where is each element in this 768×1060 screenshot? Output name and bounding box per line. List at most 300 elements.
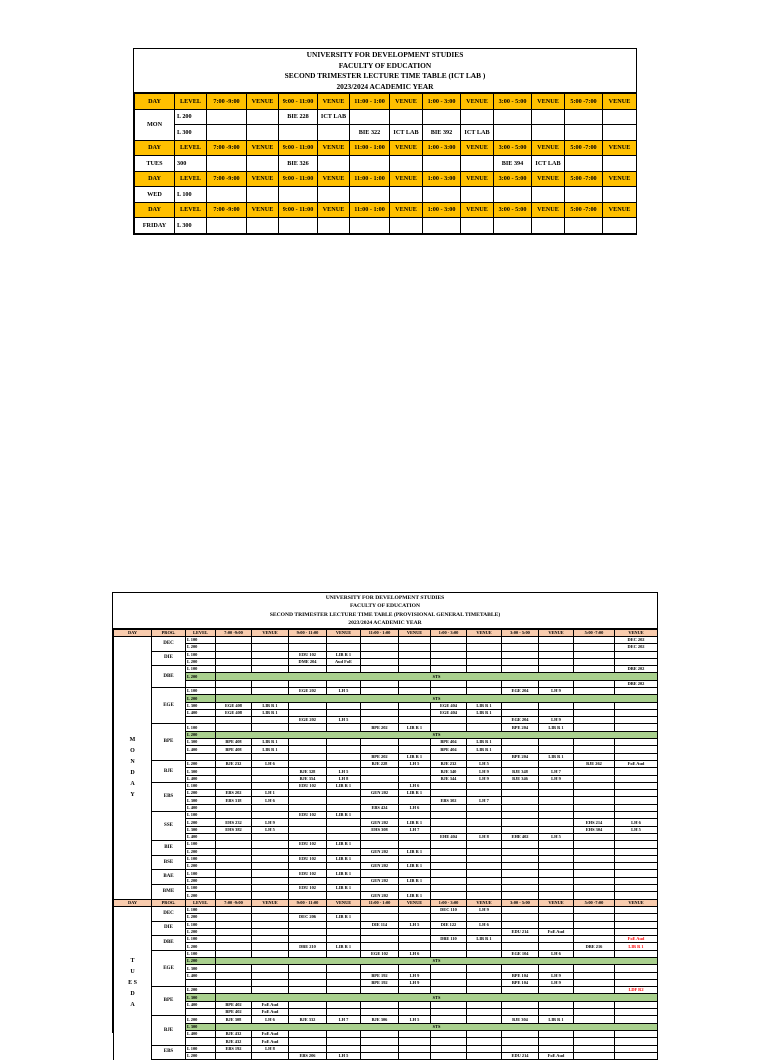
table-cell: [423, 218, 461, 234]
table-cell: [361, 841, 399, 848]
header-cell: VENUE: [390, 94, 423, 110]
table-cell: [399, 965, 431, 972]
table-cell: [574, 753, 615, 760]
table-cell: [502, 855, 539, 862]
table-cell: [539, 863, 574, 870]
table-cell: [289, 644, 327, 651]
table-cell: BJE 232: [431, 760, 467, 767]
header-cell: 9:00 - 11:00: [279, 171, 318, 187]
table-cell: [502, 1045, 539, 1052]
table-cell: [252, 688, 289, 695]
table-cell: LIB R 1: [327, 841, 361, 848]
table-cell: EHE 402: [502, 833, 539, 840]
sts-band: STS: [216, 673, 658, 680]
table-row: [114, 863, 658, 870]
header-cell: LEVEL: [186, 629, 216, 636]
table-cell: [252, 782, 289, 789]
table-cell: LIB R 1: [252, 739, 289, 746]
level-cell: L 200: [186, 1052, 216, 1059]
table-cell: LIB R 1: [399, 753, 431, 760]
header-cell: 7:00 -9:00: [207, 171, 247, 187]
table-cell: [216, 753, 252, 760]
table-cell: [350, 187, 390, 203]
header-cell: VENUE: [467, 899, 502, 906]
table-cell: [574, 833, 615, 840]
table-cell: [216, 688, 252, 695]
table-cell: BJE 432: [216, 1030, 252, 1037]
header-cell: DAY: [135, 202, 175, 218]
table-cell: EDU 102: [289, 651, 327, 658]
table-cell: DBE 202: [615, 680, 658, 687]
table-cell: [361, 855, 399, 862]
table-cell: [289, 819, 327, 826]
table-cell: [252, 804, 289, 811]
header-cell: VENUE: [399, 899, 431, 906]
table-cell: [279, 187, 318, 203]
table-cell: EDU 102: [289, 812, 327, 819]
table-cell: [399, 1030, 431, 1037]
table-row: [114, 870, 658, 877]
table-cell: ICT LAB: [461, 125, 494, 141]
level-cell: L 200: [186, 943, 216, 950]
table-cell: LH 5: [327, 717, 361, 724]
table-cell: [216, 979, 252, 986]
table-cell: [502, 746, 539, 753]
table-cell: [289, 950, 327, 957]
table-cell: BPE 404: [431, 739, 467, 746]
table-cell: BPE 204: [502, 753, 539, 760]
table-cell: [361, 906, 399, 913]
table-cell: GEN 202: [361, 863, 399, 870]
table-cell: [615, 804, 658, 811]
header-cell: VENUE: [247, 202, 279, 218]
table-cell: [431, 1038, 467, 1045]
level-cell: L 100: [186, 782, 216, 789]
table-cell: WED: [135, 187, 175, 203]
table-cell: [539, 892, 574, 899]
table-cell: [467, 885, 502, 892]
table-cell: [615, 1045, 658, 1052]
table-cell: [615, 724, 658, 731]
table-cell: [467, 1001, 502, 1008]
table-cell: [216, 644, 252, 651]
table-cell: BPE 192: [361, 972, 399, 979]
table-cell: [467, 863, 502, 870]
sts-band: STS: [216, 695, 658, 702]
table-cell: [252, 928, 289, 935]
table-cell: [399, 768, 431, 775]
table-cell: [216, 680, 252, 687]
table-cell: [361, 658, 399, 665]
table-cell: [431, 1045, 467, 1052]
table-cell: [565, 109, 603, 125]
level-cell: L 400: [186, 804, 216, 811]
table-cell: [431, 979, 467, 986]
table-cell: [467, 892, 502, 899]
table-cell: DME 204: [289, 658, 327, 665]
table-row: [114, 965, 658, 972]
header-cell: 7:00 -9:00: [207, 140, 247, 156]
table-cell: [502, 739, 539, 746]
table-cell: LIB R 1: [252, 746, 289, 753]
table-cell: [399, 709, 431, 716]
table-cell: LH 5: [327, 688, 361, 695]
table-cell: [574, 906, 615, 913]
header-cell: VENUE: [615, 899, 658, 906]
table-cell: [252, 987, 289, 994]
table-cell: [350, 109, 390, 125]
table-row: [114, 950, 658, 957]
table-cell: [252, 1052, 289, 1059]
header-cell: 11:00 - 1:00: [361, 899, 399, 906]
prog-cell: EBS: [152, 1045, 186, 1060]
table-cell: DEC 206: [289, 914, 327, 921]
table-cell: [461, 109, 494, 125]
table-cell: [423, 187, 461, 203]
table-cell: [327, 739, 361, 746]
day-letters: M O N D A Y: [114, 636, 152, 899]
table-cell: [327, 833, 361, 840]
table-cell: [467, 950, 502, 957]
table-cell: [431, 651, 467, 658]
table-cell: [216, 855, 252, 862]
prog-cell: DBE: [152, 666, 186, 688]
header-cell: LEVEL: [175, 94, 207, 110]
header-cell: 11:00 - 1:00: [350, 202, 390, 218]
level-cell: L 300: [186, 1023, 216, 1030]
table-cell: [289, 906, 327, 913]
level-cell: L 100: [186, 724, 216, 731]
table-cell: [318, 187, 350, 203]
table-cell: [327, 979, 361, 986]
table-cell: [615, 965, 658, 972]
table-cell: [216, 658, 252, 665]
table-cell: [502, 1030, 539, 1037]
table-cell: [615, 877, 658, 884]
table-cell: [252, 753, 289, 760]
table-cell: EHS 382: [216, 826, 252, 833]
table-cell: LH 6: [252, 797, 289, 804]
table-cell: [289, 739, 327, 746]
table-cell: [327, 804, 361, 811]
table-row: [114, 885, 658, 892]
table-cell: [574, 1052, 615, 1059]
level-cell: L 400: [186, 709, 216, 716]
prog-cell: DIE: [152, 651, 186, 666]
table-row: [114, 812, 658, 819]
level-cell: L 100: [186, 885, 216, 892]
level-cell: L 200: [186, 848, 216, 855]
table-cell: TUES: [135, 156, 175, 172]
table-cell: [574, 644, 615, 651]
table-cell: [615, 797, 658, 804]
table-cell: ICT LAB: [532, 156, 565, 172]
header-cell: VENUE: [318, 94, 350, 110]
table-cell: [399, 855, 431, 862]
table-cell: ICT LAB: [390, 125, 423, 141]
header-cell: VENUE: [318, 171, 350, 187]
table-cell: [539, 812, 574, 819]
prog-cell: EGE: [152, 950, 186, 986]
table-cell: [361, 1001, 399, 1008]
table-cell: [431, 914, 467, 921]
header-cell: 11:00 - 1:00: [350, 140, 390, 156]
table-cell: [502, 1038, 539, 1045]
table-cell: [615, 906, 658, 913]
table-cell: [502, 636, 539, 643]
header-row: [135, 140, 637, 156]
table-cell: LIB R 1: [327, 885, 361, 892]
table-cell: [327, 987, 361, 994]
table-cell: [390, 109, 423, 125]
header-cell: VENUE: [603, 140, 637, 156]
header-cell: VENUE: [247, 171, 279, 187]
table-cell: [289, 760, 327, 767]
table-cell: [467, 1052, 502, 1059]
header-cell: VENUE: [247, 94, 279, 110]
table-cell: [252, 658, 289, 665]
table-cell: [399, 1009, 431, 1016]
table-cell: [574, 739, 615, 746]
table-cell: [502, 658, 539, 665]
table-cell: [467, 972, 502, 979]
table-row: [114, 921, 658, 928]
table-cell: [399, 658, 431, 665]
table-cell: [327, 746, 361, 753]
table-cell: LH 5: [399, 760, 431, 767]
header-cell: DAY: [114, 629, 152, 636]
table-cell: [603, 156, 637, 172]
table-row: [114, 1052, 658, 1059]
table-cell: [289, 680, 327, 687]
table-cell: LIB R 1: [399, 848, 431, 855]
table-cell: [502, 885, 539, 892]
header-cell: 5:00 -7:00: [574, 899, 615, 906]
table-cell: [216, 804, 252, 811]
table-row: [114, 1038, 658, 1045]
level-cell: L 200: [186, 987, 216, 994]
table-cell: [502, 863, 539, 870]
table-cell: [502, 790, 539, 797]
table-cell: [615, 651, 658, 658]
table-cell: [252, 636, 289, 643]
table-cell: [615, 950, 658, 957]
table-cell: [252, 870, 289, 877]
table-cell: [289, 724, 327, 731]
table-cell: [289, 804, 327, 811]
table-cell: LH 9: [467, 906, 502, 913]
table-cell: BPE 402: [216, 1009, 252, 1016]
table-cell: LH 5: [327, 768, 361, 775]
table-cell: LH 6: [399, 950, 431, 957]
table-cell: [289, 709, 327, 716]
table-cell: [361, 651, 399, 658]
table-cell: [252, 885, 289, 892]
table-cell: [289, 797, 327, 804]
table-cell: [216, 848, 252, 855]
table-row: [114, 819, 658, 826]
table-cell: [615, 892, 658, 899]
table-cell: [327, 819, 361, 826]
level-cell: L 100: [186, 921, 216, 928]
table-cell: [603, 187, 637, 203]
table-cell: [574, 841, 615, 848]
table-cell: LIB R 1: [327, 870, 361, 877]
table-cell: [361, 965, 399, 972]
table-cell: [252, 833, 289, 840]
table-cell: [539, 1045, 574, 1052]
table-cell: [431, 1030, 467, 1037]
table-cell: [361, 797, 399, 804]
table-cell: [423, 156, 461, 172]
table-cell: [615, 746, 658, 753]
table-row: [135, 218, 637, 234]
table-cell: [252, 863, 289, 870]
table-row: [114, 1009, 658, 1016]
table-cell: [327, 1045, 361, 1052]
table-cell: [539, 943, 574, 950]
table-cell: [361, 644, 399, 651]
table-cell: DBE 202: [615, 666, 658, 673]
table-cell: [327, 636, 361, 643]
table-cell: [361, 717, 399, 724]
table-cell: [431, 863, 467, 870]
table-cell: BJE 332: [289, 1016, 327, 1023]
table-cell: [467, 812, 502, 819]
header-cell: VENUE: [461, 202, 494, 218]
table-cell: [361, 936, 399, 943]
table-cell: [615, 972, 658, 979]
table-cell: [574, 775, 615, 782]
table-cell: LIB R 1: [539, 1016, 574, 1023]
table-cell: [399, 914, 431, 921]
table-cell: LH 5: [615, 826, 658, 833]
table-cell: [216, 892, 252, 899]
table-cell: [252, 812, 289, 819]
table-cell: [431, 848, 467, 855]
header-cell: VENUE: [539, 899, 574, 906]
table-cell: Aud FoE: [327, 658, 361, 665]
table-cell: [361, 709, 399, 716]
table-cell: LH 8: [327, 775, 361, 782]
header-row: [135, 171, 637, 187]
table-row: [114, 1023, 658, 1030]
table-cell: [532, 187, 565, 203]
table-cell: [216, 928, 252, 935]
header-cell: VENUE: [461, 140, 494, 156]
table-cell: [216, 863, 252, 870]
table-cell: [361, 812, 399, 819]
header-cell: VENUE: [603, 171, 637, 187]
table-row: [114, 790, 658, 797]
table-cell: [615, 870, 658, 877]
table-row: [114, 1045, 658, 1052]
table-cell: LIB R 1: [539, 753, 574, 760]
sts-band: STS: [216, 731, 658, 738]
table-cell: GEN 202: [361, 877, 399, 884]
table-cell: [574, 855, 615, 862]
level-cell: L 100: [186, 906, 216, 913]
header-cell: 3:00 - 5:00: [494, 202, 532, 218]
table-cell: [574, 658, 615, 665]
table-cell: [539, 709, 574, 716]
table-cell: [615, 863, 658, 870]
table-cell: BPE 408: [216, 746, 252, 753]
table-cell: [574, 797, 615, 804]
table-cell: [216, 666, 252, 673]
table-cell: DIE 122: [431, 921, 467, 928]
table-cell: [574, 804, 615, 811]
table-cell: BIE 322: [350, 125, 390, 141]
table-cell: LH 5: [467, 760, 502, 767]
table-row: [114, 709, 658, 716]
table-cell: L 300: [175, 125, 207, 141]
table-cell: [399, 1052, 431, 1059]
table-cell: [574, 987, 615, 994]
table-cell: DBE 216: [574, 943, 615, 950]
header-cell: PROG.: [152, 899, 186, 906]
table-cell: FRIDAY: [135, 218, 175, 234]
table-cell: EGE 202: [289, 717, 327, 724]
header-cell: 7:00 -9:00: [207, 94, 247, 110]
table-cell: LH 8: [467, 833, 502, 840]
table-cell: [539, 666, 574, 673]
table-cell: [502, 644, 539, 651]
level-cell: [186, 717, 216, 724]
level-cell: L 200: [186, 731, 216, 738]
table-cell: [431, 753, 467, 760]
prog-cell: EBS: [152, 782, 186, 811]
table-cell: [252, 950, 289, 957]
table-cell: [574, 965, 615, 972]
table-cell: [399, 870, 431, 877]
table-cell: [327, 950, 361, 957]
table-cell: [431, 636, 467, 643]
table-cell: DEC 202: [615, 644, 658, 651]
table-cell: [252, 855, 289, 862]
table-cell: [327, 666, 361, 673]
table-cell: [327, 863, 361, 870]
table-cell: EHS 308: [361, 826, 399, 833]
table-cell: [361, 739, 399, 746]
table-cell: [615, 921, 658, 928]
level-cell: L 300: [186, 797, 216, 804]
table-cell: LIB R 1: [252, 709, 289, 716]
table-cell: [502, 943, 539, 950]
table-cell: [399, 702, 431, 709]
table-cell: [461, 187, 494, 203]
table-cell: [247, 156, 279, 172]
table-cell: [216, 1052, 252, 1059]
header-cell: VENUE: [615, 629, 658, 636]
header-cell: DAY: [135, 171, 175, 187]
header-cell: VENUE: [390, 171, 423, 187]
table-cell: LH 6: [467, 921, 502, 928]
table-cell: LIB R 1: [399, 790, 431, 797]
table-cell: GEN 202: [361, 819, 399, 826]
table-cell: LIB R 1: [467, 709, 502, 716]
header-cell: VENUE: [252, 629, 289, 636]
header-cell: VENUE: [252, 899, 289, 906]
table-cell: [431, 950, 467, 957]
table-cell: EDU 102: [289, 782, 327, 789]
table-cell: [216, 921, 252, 928]
table-cell: FoE Aud: [539, 1052, 574, 1059]
table-cell: [467, 680, 502, 687]
header-cell: 1:00 - 3:00: [423, 94, 461, 110]
table-cell: [289, 666, 327, 673]
table-cell: ICT LAB: [318, 109, 350, 125]
